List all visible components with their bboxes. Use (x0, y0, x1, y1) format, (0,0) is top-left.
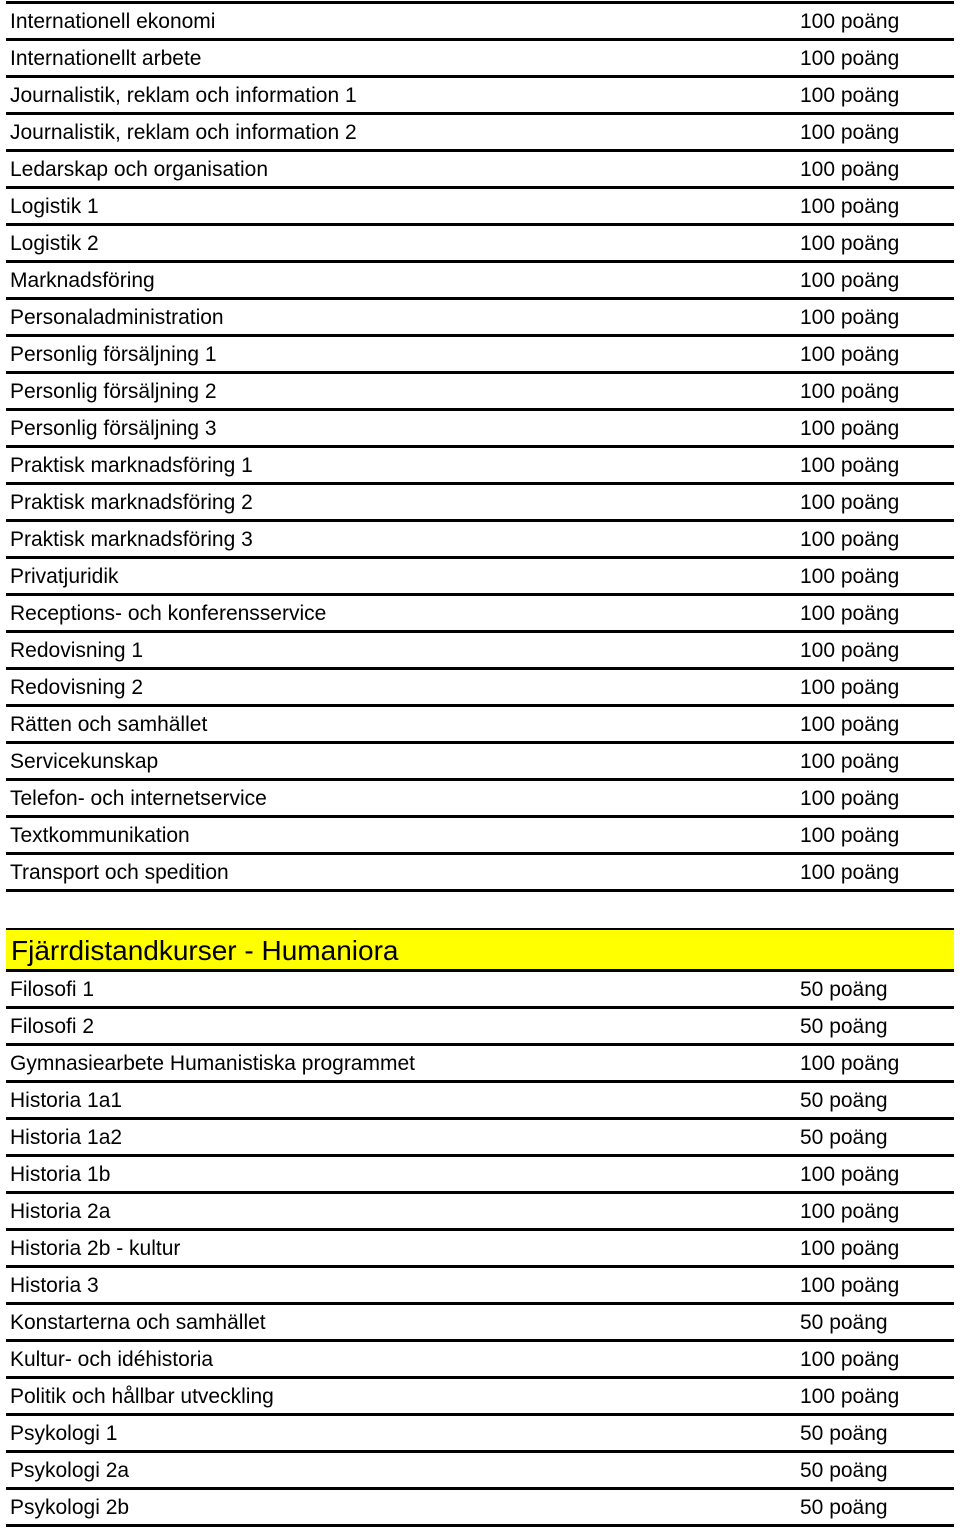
course-points: 100 poäng (800, 602, 900, 625)
table-row (6, 1231, 954, 1268)
table-row (6, 818, 954, 855)
course-name: Internationell ekonomi (10, 10, 216, 33)
course-name: Redovisning 1 (10, 639, 144, 662)
table-row (6, 1490, 954, 1527)
course-name: Redovisning 2 (10, 676, 144, 699)
table-row (6, 189, 954, 226)
course-points: 100 poäng (800, 158, 900, 181)
course-points: 100 poäng (800, 676, 900, 699)
course-points: 100 poäng (800, 1274, 900, 1297)
course-points: 100 poäng (800, 787, 900, 810)
table-row (6, 1268, 954, 1305)
course-name: Historia 2b - kultur (10, 1237, 181, 1260)
course-points: 100 poäng (800, 306, 900, 329)
table-row (6, 78, 954, 115)
course-points: 100 poäng (800, 10, 900, 33)
table-row (6, 152, 954, 189)
course-points: 100 poäng (800, 1348, 900, 1371)
course-name: Servicekunskap (10, 750, 159, 773)
course-points: 100 poäng (800, 454, 900, 477)
course-points: 100 poäng (800, 380, 900, 403)
course-name: Filosofi 1 (10, 978, 95, 1001)
course-points: 100 poäng (800, 1237, 900, 1260)
course-points: 50 poäng (800, 1015, 888, 1038)
table-row (6, 707, 954, 744)
course-points: 100 poäng (800, 824, 900, 847)
course-name: Ledarskap och organisation (10, 158, 269, 181)
course-name: Historia 1a1 (10, 1089, 123, 1112)
course-points: 100 poäng (800, 417, 900, 440)
course-name: Filosofi 2 (10, 1015, 95, 1038)
course-points: 50 poäng (800, 1089, 888, 1112)
table-row (6, 596, 954, 633)
table-row (6, 1046, 954, 1083)
course-points: 100 poäng (800, 269, 900, 292)
section-header (6, 928, 954, 972)
course-points: 50 poäng (800, 978, 888, 1001)
course-points: 100 poäng (800, 1163, 900, 1186)
course-name: Journalistik, reklam och information 2 (10, 121, 357, 144)
course-points: 50 poäng (800, 1311, 888, 1334)
course-name: Praktisk marknadsföring 3 (10, 528, 253, 551)
course-points: 50 poäng (800, 1496, 888, 1519)
course-name: Personaladministration (10, 306, 224, 329)
table-row (6, 1342, 954, 1379)
table-row (6, 972, 954, 1009)
course-name: Personlig försäljning 2 (10, 380, 217, 403)
table-row (6, 744, 954, 781)
table-row (6, 485, 954, 522)
course-points: 100 poäng (800, 232, 900, 255)
course-points: 100 poäng (800, 713, 900, 736)
table-row (6, 337, 954, 374)
course-name: Psykologi 2a (10, 1459, 130, 1482)
course-points: 50 poäng (800, 1459, 888, 1482)
course-points: 100 poäng (800, 565, 900, 588)
course-name: Konstarterna och samhället (10, 1311, 266, 1334)
table-row (6, 633, 954, 670)
table-row (6, 1416, 954, 1453)
course-name: Receptions- och konferensservice (10, 602, 327, 625)
course-name: Politik och hållbar utveckling (10, 1385, 274, 1408)
course-points: 100 poäng (800, 84, 900, 107)
table-row (6, 41, 954, 78)
course-points: 100 poäng (800, 639, 900, 662)
table-row (6, 855, 954, 892)
course-name: Logistik 1 (10, 195, 99, 218)
course-points: 100 poäng (800, 1385, 900, 1408)
course-name: Logistik 2 (10, 232, 99, 255)
course-points: 100 poäng (800, 861, 900, 884)
course-points: 100 poäng (800, 750, 900, 773)
table-row (6, 300, 954, 337)
table-row (6, 226, 954, 263)
course-table-2 (6, 972, 954, 1527)
course-name: Textkommunikation (10, 824, 190, 847)
table-row (6, 1453, 954, 1490)
course-name: Gymnasiearbete Humanistiska programmet (10, 1052, 415, 1075)
course-name: Praktisk marknadsföring 2 (10, 491, 253, 514)
course-name: Psykologi 1 (10, 1422, 118, 1445)
course-name: Transport och spedition (10, 861, 229, 884)
course-points: 100 poäng (800, 1052, 900, 1075)
table-row (6, 1083, 954, 1120)
course-name: Internationellt arbete (10, 47, 202, 70)
course-points: 100 poäng (800, 47, 900, 70)
table-row (6, 263, 954, 300)
course-name: Personlig försäljning 3 (10, 417, 217, 440)
table-row (6, 559, 954, 596)
course-name: Historia 1a2 (10, 1126, 123, 1149)
course-points: 100 poäng (800, 343, 900, 366)
course-points: 100 poäng (800, 121, 900, 144)
table-row (6, 1009, 954, 1046)
table-row (6, 115, 954, 152)
table-row (6, 522, 954, 559)
course-points: 50 poäng (800, 1126, 888, 1149)
course-name: Telefon- och internetservice (10, 787, 267, 810)
section-title: Fjärrdistandkurser - Humaniora (11, 935, 399, 966)
table-row (6, 448, 954, 485)
table-row (6, 374, 954, 411)
course-table-1 (6, 1, 954, 892)
table-row (6, 781, 954, 818)
table-row (6, 1379, 954, 1416)
course-name: Journalistik, reklam och information 1 (10, 84, 357, 107)
course-name: Psykologi 2b (10, 1496, 130, 1519)
course-points: 100 poäng (800, 528, 900, 551)
table-row (6, 1120, 954, 1157)
course-name: Historia 3 (10, 1274, 99, 1297)
course-name: Historia 2a (10, 1200, 111, 1223)
course-name: Kultur- och idéhistoria (10, 1348, 214, 1371)
course-points: 100 poäng (800, 1200, 900, 1223)
course-points: 100 poäng (800, 195, 900, 218)
course-points: 50 poäng (800, 1422, 888, 1445)
table-row (6, 1157, 954, 1194)
course-name: Marknadsföring (10, 269, 155, 292)
table-row (6, 670, 954, 707)
course-name: Privatjuridik (10, 565, 119, 588)
table-row (6, 411, 954, 448)
course-points: 100 poäng (800, 491, 900, 514)
table-row (6, 1194, 954, 1231)
table-row (6, 1305, 954, 1342)
course-name: Historia 1b (10, 1163, 111, 1186)
course-name: Personlig försäljning 1 (10, 343, 217, 366)
course-name: Rätten och samhället (10, 713, 208, 736)
course-name: Praktisk marknadsföring 1 (10, 454, 253, 477)
table-row (6, 4, 954, 41)
